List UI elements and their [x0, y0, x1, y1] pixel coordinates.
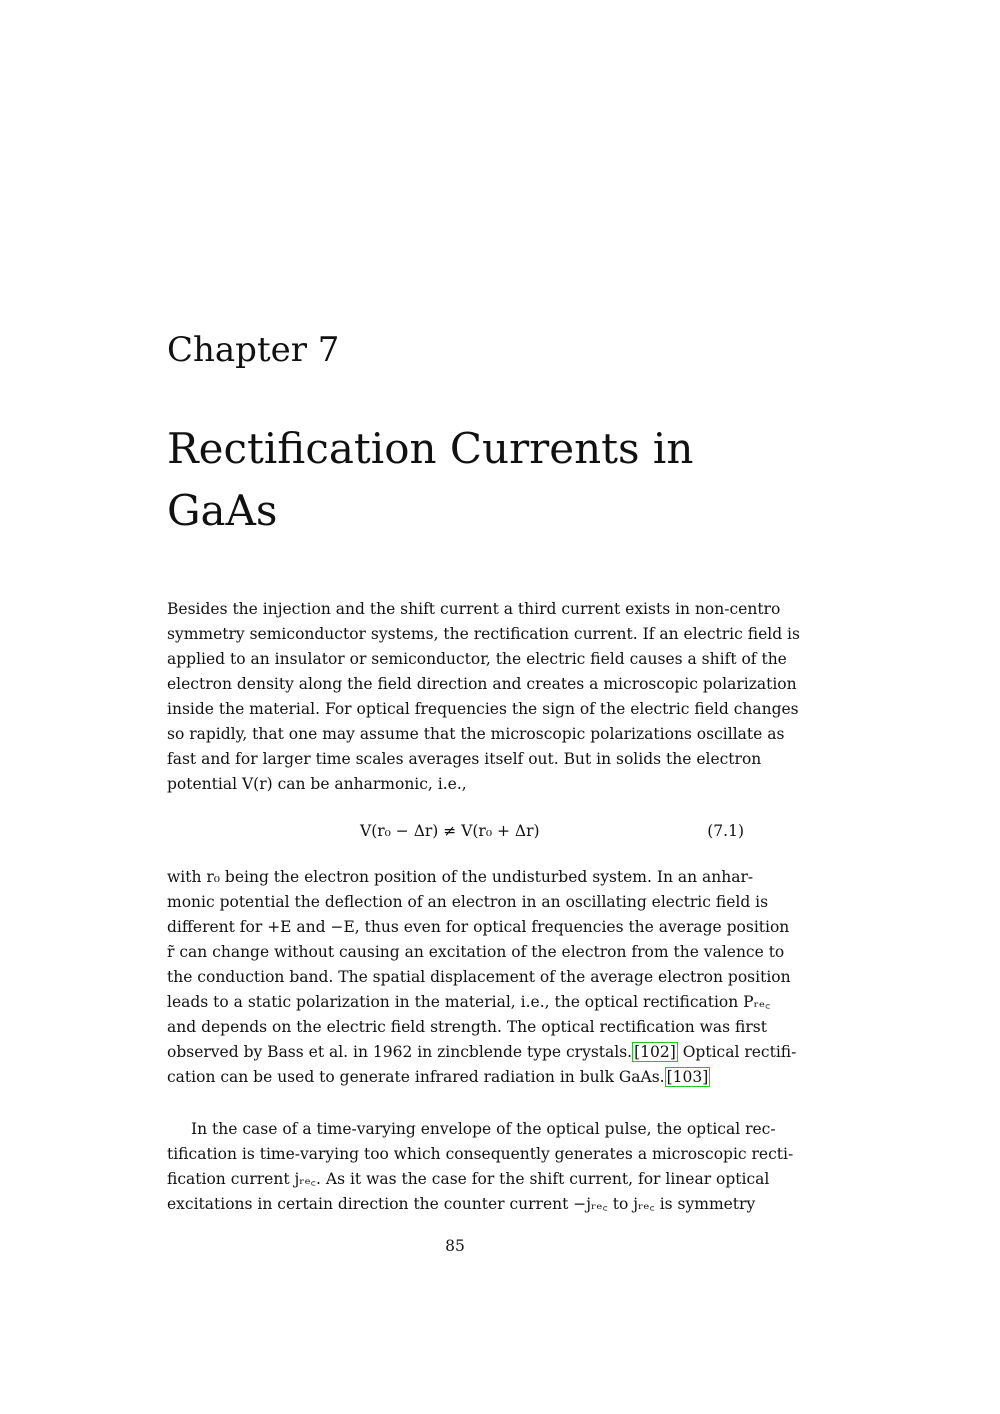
paragraph-1-line: so rapidly, that one may assume that the microscopic polarizations oscillate as [167, 725, 785, 743]
paragraph-2-line: with r₀ being the electron position of the undisturbed system. In an anhar- [167, 868, 754, 886]
equation-number: (7.1) [707, 822, 744, 840]
paragraph-1-line: fast and for larger time scales averages itself out. But in solids the electron [167, 750, 762, 768]
paragraph-2-line [167, 1065, 744, 1090]
paragraph-2-text: observed by Bass et al. in 1962 in zincblende type crystals. [167, 1043, 633, 1061]
paragraph-2-line: monic potential the deflection of an electron in an oscillating electric field is [167, 893, 769, 911]
paragraph-2-line: different for +E and −E, thus even for optical frequencies the average position [167, 918, 790, 936]
paragraph-2-line [167, 1040, 797, 1065]
chapter-title-line-1: Rectification Currents in [167, 424, 694, 473]
citation-link-103[interactable]: [103] [666, 1068, 709, 1086]
paragraph-2-line: r̃ can change without causing an excitation of the electron from the valence to [167, 943, 785, 961]
chapter-title-line-2: GaAs [167, 486, 278, 535]
page-number: 85 [445, 1237, 465, 1255]
paragraph-1-line: Besides the injection and the shift current a third current exists in non-centro [167, 600, 781, 618]
paragraph-2-text: Optical rectifi- [677, 1043, 797, 1061]
paragraph-1-line: potential V(r) can be anharmonic, i.e., [167, 775, 467, 793]
paragraph-1-line: symmetry semiconductor systems, the rectification current. If an electric field is [167, 625, 800, 643]
paragraph-3-line: In the case of a time-varying envelope of the optical pulse, the optical rec- [191, 1120, 776, 1138]
paragraph-1-line: electron density along the field direction and creates a microscopic polarization [167, 675, 797, 693]
paragraph-2-line: and depends on the electric field strength. The optical rectification was first [167, 1018, 767, 1036]
paragraph-3-line: excitations in certain direction the counter current −jᵣₑ꜀ to jᵣₑ꜀ is symmetry [167, 1195, 756, 1213]
paragraph-2-line: leads to a static polarization in the material, i.e., the optical rectification Pᵣₑ꜀ [167, 993, 771, 1011]
paragraph-2-line: the conduction band. The spatial displacement of the average electron position [167, 968, 791, 986]
paragraph-3-line: fication current jᵣₑ꜀. As it was the case for the shift current, for linear optical [167, 1170, 770, 1188]
paragraph-2-text: cation can be used to generate infrared radiation in bulk GaAs. [167, 1068, 665, 1086]
paragraph-1-line: applied to an insulator or semiconductor, the electric field causes a shift of the [167, 650, 787, 668]
chapter-title [167, 418, 767, 542]
chapter-label: Chapter 7 [167, 330, 340, 370]
paragraph-3-line: tification is time-varying too which consequently generates a microscopic recti- [167, 1145, 794, 1163]
equation-7-1: V(r₀ − Δr) ≠ V(r₀ + Δr) [360, 822, 540, 840]
citation-link-102[interactable]: [102] [634, 1043, 676, 1061]
paragraph-1-line: inside the material. For optical frequencies the sign of the electric field changes [167, 700, 799, 718]
